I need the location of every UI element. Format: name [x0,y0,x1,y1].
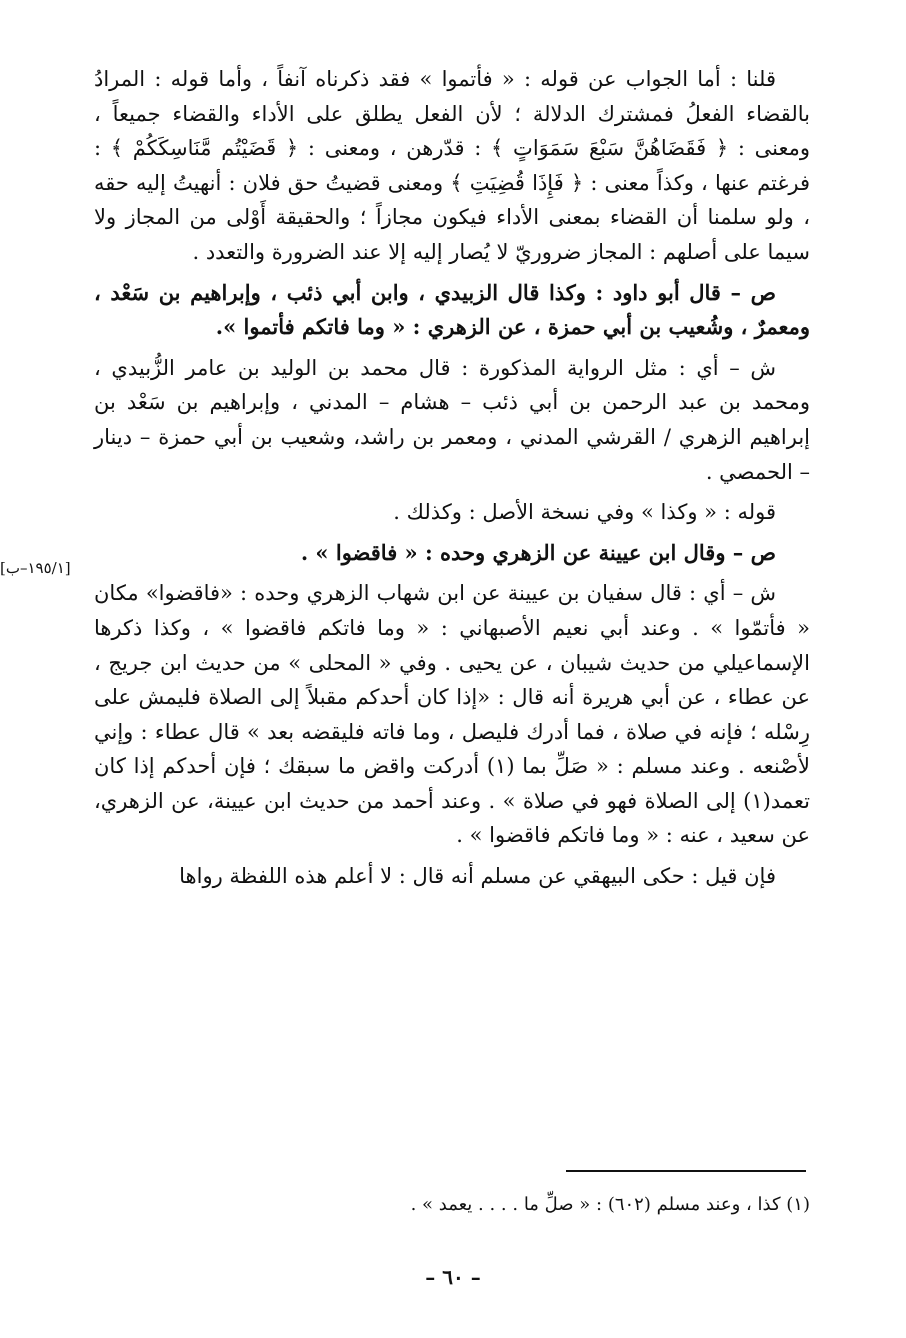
page-number: – ٦٠ – [425,1265,481,1289]
paragraph-objection: فإن قيل : حكى البيهقي عن مسلم أنه قال : لا أعلم هذه اللفظة رواها [179,864,776,889]
paragraph-explanation-uyayna: ش – أي : قال سفيان بن عيينة عن ابن شهاب الزهري وحده : «فاقضوا» مكان « فأتمّوا » . وعند أبي نعيم الأصبهاني : « وما فاتكم فاقضوا » ، وكذا ذكرها الإسماعيلي من حديث شيبان ، عن يحيى . وفي « المحلى » من حديث ابن جريج ، عن عطاء ، عن أبي هريرة أنه قال : «إذا كان أحدكم مقبلاً إلى الصلاة فليمش على رِسْله ؛ فإنه في صلاة ، فما أدرك فليصل ، وما فاته فليقضه بعد » قال عطاء : وإني لأصْنعه . وعند مسلم : « صَلِّ بما (١) أدركت واقض ما سبقك ؛ فإن أحدكم إذا كان تعمد(١) إلى الصلاة فهو في صلاة » . وعند أحمد من حديث ابن عيينة، عن الزهري، عن سعيد ، عنه : « وما فاتكم فاقضوا » . [94,581,810,848]
footnote-separator [566,1170,806,1172]
paragraph-abu-dawud-quote: ص – قال أبو داود : وكذا قال الزبيدي ، وابن أبي ذئب ، وإبراهيم بن سَعْد ، ومعمرٌ ، وشُعيب بن أبي حمزة ، عن الزهري : « وما فاتكم فأتموا ». [94,279,810,340]
paragraph-answer: قلنا : أما الجواب عن قوله : « فأتموا » فقد ذكرناه آنفاً ، وأما قوله : المرادُ بالقضاء الفعلُ فمشترك الدلالة ؛ لأن الفعل يطلق على الأداء والقضاء جميعاً ، ومعنى : ﴿ فَقَضَاهُنَّ سَبْعَ سَمَوَاتٍ ﴾ : قدّرهن ، ومعنى : ﴿ قَضَيْتُم مَّنَاسِكَكُمْ ﴾ : فرغتم عنها ، وكذاً معنى : ﴿ فَإِذَا قُضِيَتِ ﴾ ومعنى قضيتُ حق فلان : أنهيتُ إليه حقه ، ولو سلمنا أن القضاء بمعنى الأداء فيكون مجازاً ؛ والحقيقة أَوْلى من المجاز ولا سيما على أصلهم : المجاز ضروريّ لا يُصار إليه إلا عند الضرورة والتعدد . [94,67,810,264]
paragraph-wording-note: قوله : « وكذا » وفي نسخة الأصل : وكذلك . [393,500,776,525]
paragraph-explanation-narrators: ش – أي : مثل الرواية المذكورة : قال محمد بن الوليد بن عامر الزُّبيدي ، ومحمد بن عبد الرحمن بن أبي ذئب – هشام – المدني ، وإبراهيم بن سَعْد بن إبراهيم الزهري / القرشي المدني ، ومعمر بن راشد، وشعيب بن أبي حمزة – دينار – الحمصي . [94,355,810,484]
paragraph-ibn-uyayna-quote: ص – وقال ابن عيينة عن الزهري وحده : « فاقضوا » . [300,539,776,565]
manuscript-margin-note: [١٩٥/١–ب] [0,559,71,577]
main-text [94,62,810,894]
footnote: (١) كذا ، وعند مسلم (٦٠٢) : « صلِّ ما . . . . يعمد » . [410,1194,810,1215]
